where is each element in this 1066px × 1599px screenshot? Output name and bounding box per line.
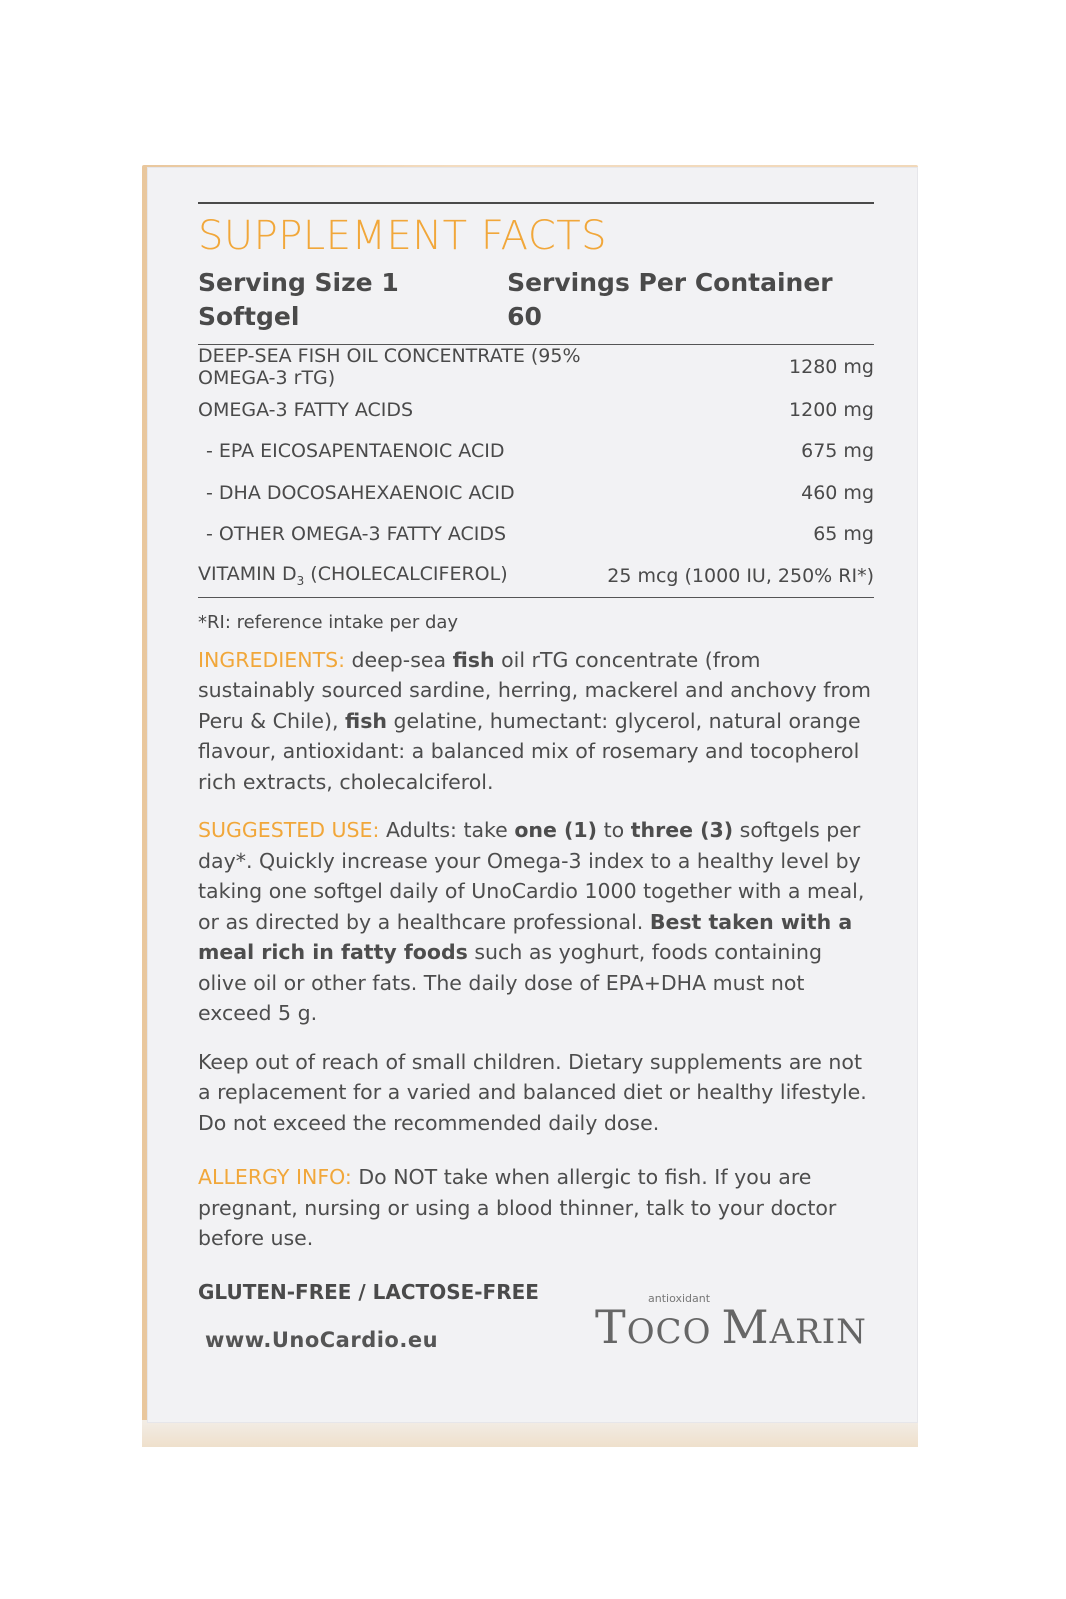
logo-tagline: antioxidant	[648, 1292, 711, 1305]
allergy-paragraph	[198, 1162, 874, 1254]
dose-bold: three (3)	[630, 818, 734, 842]
nutrient-amount: 1280 mg	[789, 356, 874, 378]
allergy-label: ALLERGY INFO:	[198, 1165, 352, 1189]
logo-letter: M	[721, 1300, 770, 1354]
vitamin-subscript: 3	[296, 574, 305, 589]
nutrient-amount: 675 mg	[801, 440, 874, 463]
nutrient-name: DEEP-SEA FISH OIL CONCENTRATE (95% OMEGA-3 rTG)	[198, 345, 581, 389]
tip-bold: Best taken with a meal rich in fatty foods	[198, 909, 853, 964]
allergy-text: Do NOT take when allergic to fish. If you are pregnant, nursing or using a blood thinner, talk to your doctor before use.	[198, 1165, 837, 1250]
suggested-use-text: Adults: take	[379, 818, 515, 842]
package-back-panel	[147, 167, 918, 1423]
logo-letter: T	[595, 1300, 627, 1354]
nutrient-name: - EPA EICOSAPENTAENOIC ACID	[206, 440, 505, 463]
logo-wordmark	[595, 1300, 867, 1354]
vitamin-prefix: VITAMIN D	[198, 563, 297, 586]
warning-paragraph: Keep out of reach of small children. Dietary supplements are not a replacement for a varied and balanced diet or healthy lifestyle. Do not exceed the recommended daily dose.	[198, 1049, 867, 1135]
nutrient-amount: 1200 mg	[789, 398, 874, 421]
suggested-use-label: SUGGESTED USE:	[198, 818, 380, 842]
allergen-bold: fish	[345, 708, 388, 733]
nutrient-name: OMEGA-3 FATTY ACIDS	[198, 398, 414, 421]
logo-letters: ARIN	[769, 1312, 867, 1352]
table-row	[198, 514, 874, 556]
tocomarin-logo	[595, 1290, 885, 1360]
vitamin-suffix: (CHOLECALCIFEROL)	[304, 563, 508, 586]
nutrient-name: - OTHER OMEGA-3 FATTY ACIDS	[206, 523, 507, 546]
table-row	[198, 431, 874, 473]
table-row	[198, 555, 874, 597]
supplement-facts-title: SUPPLEMENT FACTS	[198, 213, 608, 259]
top-rule	[198, 202, 874, 204]
table-row	[198, 345, 874, 389]
table-row	[198, 472, 874, 514]
nutrient-name: - DHA DOCOSAHEXAENOIC ACID	[206, 481, 515, 504]
serving-size: Serving Size 1 Softgel	[198, 268, 399, 331]
suggested-use-text: softgels per day*. Quickly increase your Omega-3 index to a healthy level by taking one softgel daily of UnoCardio 1000 together with a meal, or as directed by a healthcare professional.	[198, 818, 865, 934]
nutrient-amount: 65 mg	[813, 523, 874, 546]
facts-table	[198, 345, 874, 597]
logo-letters: OCO	[626, 1312, 712, 1352]
nutrient-amount: 25 mcg (1000 IU, 250% RI*)	[607, 564, 874, 587]
table-row	[198, 389, 874, 431]
suggested-use-paragraph	[198, 815, 874, 1029]
ingredients-text: oil rTG concentrate (from sustainably sourced sardine, herring, mackerel and anchovy from Peru & Chile),	[198, 647, 871, 733]
label-content	[198, 202, 874, 1304]
ingredients-text: gelatine, humectant: glycerol, natural orange flavour, antioxidant: a balanced mix of rosemary and tocopherol rich extracts, cholecalciferol.	[198, 708, 861, 794]
suggested-use-text: to	[597, 818, 631, 842]
dose-bold: one (1)	[514, 818, 598, 842]
allergen-bold: fish	[452, 647, 495, 672]
nutrient-amount: 460 mg	[801, 481, 874, 504]
nutrient-name	[198, 555, 607, 597]
ingredients-label: INGREDIENTS:	[198, 647, 346, 672]
free-from-badges: GLUTEN-FREE / LACTOSE-FREE	[198, 1279, 539, 1304]
suggested-use-text: such as yoghurt, foods containing olive oil or other fats. The daily dose of EPA+DHA must not exceed 5 g.	[198, 940, 823, 1025]
box-bottom-edge	[142, 1420, 918, 1447]
table-bottom-rule	[198, 597, 874, 598]
ri-footnote: *RI: reference intake per day	[198, 611, 459, 633]
ingredients-text: deep-sea	[345, 647, 453, 672]
website-url: www.UnoCardio.eu	[205, 1328, 439, 1352]
ingredients-paragraph	[198, 645, 874, 798]
servings-per-container: Servings Per Container 60	[507, 268, 833, 331]
serving-info	[198, 266, 874, 334]
